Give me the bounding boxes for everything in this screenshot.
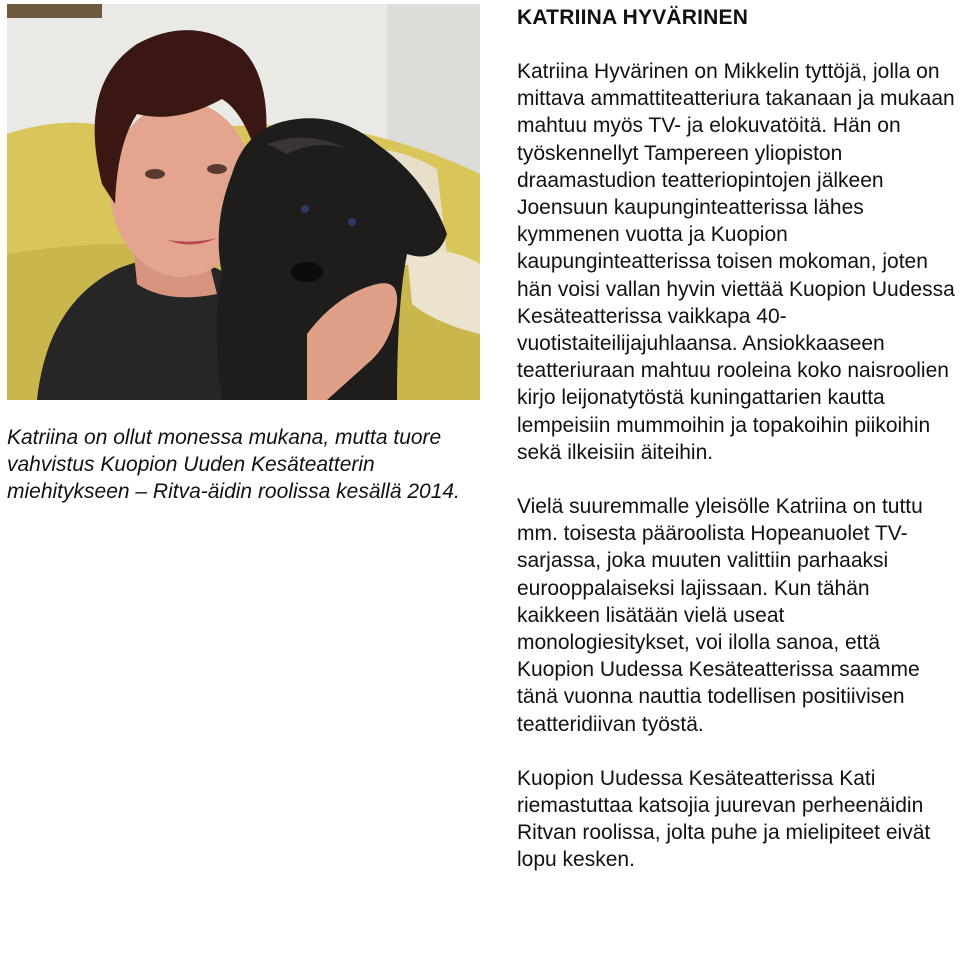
photo-caption-text: Katriina on ollut monessa mukana, mutta tuore vahvistus Kuopion Uuden Kesäteatterin miehitykseen – Ritva-äidin roolissa kesällä 2014.: [7, 426, 460, 503]
article-paragraph-2: Vielä suuremmalle yleisölle Katriina on tuttu mm. toisesta pääroolista Hopeanuolet TV-sarjassa, joka muuten valittiin parhaaksi eurooppalaiseksi lajissaan. Kun tähän kaikkeen lisätään vielä useat monologiesitykset, voi ilolla sanoa, että Kuopion Uudessa Kesäteatterissa saamme tänä vuonna nauttia todellisen positiivisen teatteridiivan työstä.: [517, 495, 923, 736]
article-title: KATRIINA HYVÄRINEN: [517, 6, 749, 29]
portrait-illustration: [7, 4, 480, 400]
portrait-photo: [7, 4, 480, 400]
article-paragraph-3: Kuopion Uudessa Kesäteatterissa Kati riemastuttaa katsojia juurevan perheenäidin Ritvan roolissa, jolta puhe ja mielipiteet eivät lopu kesken.: [517, 766, 931, 872]
article-paragraph-1: Katriina Hyvärinen on Mikkelin tyttöjä, jolla on mittava ammattiteatteriura takanaan ja mukaan mahtuu myös TV- ja elokuvatöitä. Hän on työskennellyt Tampereen yliopiston draamastudion teatteriopintojen jälkeen Joensuun kaupunginteatterissa lähes kymmenen vuotta ja Kuopion kaupunginteatterissa toisen mokoman, joten hän voisi vallan hyvin viettää Kuopion Uudessa Kesäteatterissa vaikkapa 40-vuotistaiteilijajuhlaansa. Ansiokkaaseen teatteriuraan mahtuu rooleina koko naisroolien kirjo leijonatytöstä kuningattarien kautta lempeisiin mummoihin ja topakoihin piikoihin sekä ilkeisiin äiteihin.: [517, 60, 955, 464]
photo-caption: [7, 424, 467, 505]
article: [517, 4, 957, 874]
